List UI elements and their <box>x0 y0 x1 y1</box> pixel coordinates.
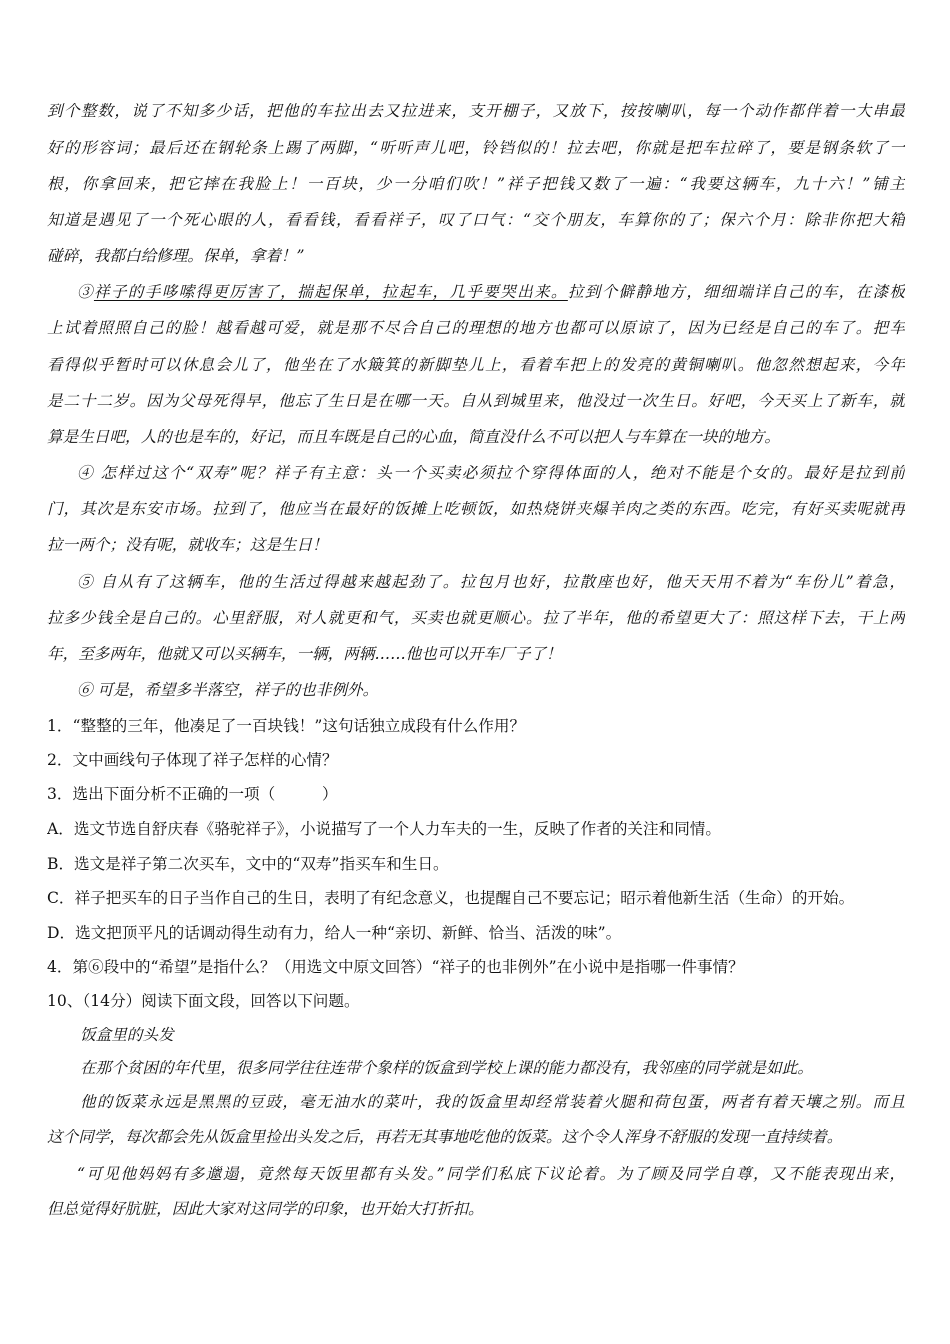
option-d: D．选文把顶平凡的话调动得生动有力，给人一种“亲切、新鲜、恰当、活泼的味”。 <box>47 924 622 942</box>
article-line: 他的饭菜永远是黑黑的豆豉，毫无油水的菜叶，我的饭盒里却经常装着火腿和荷包蛋，两者有着天壤之别。而且 <box>80 1093 905 1111</box>
passage-line: ④ 怎样过这个“双寿”呢？祥子有主意：头一个买卖必须拉个穿得体面的人，绝对不能是个女的。最好是拉到前 <box>77 464 905 482</box>
question-2: 2．文中画线句子体现了祥子怎样的心情？ <box>47 751 338 769</box>
passage-line: 拉多少钱全是自己的。心里舒服，对人就更和气，买卖也就更顺心。拉了半年，他的希望更大了：照这样下去，干上两 <box>47 609 905 627</box>
passage-line: 上试着照照自己的脸！越看越可爱，就是那不尽合自己的理想的地方也都可以原谅了，因为已经是自己的车了。把车 <box>47 319 905 337</box>
passage-line: 到个整数，说了不知多少话，把他的车拉出去又拉进来，支开棚子，又放下，按按喇叭，每一个动作都伴着一大串最 <box>47 102 905 120</box>
option-c: C．祥子把买车的日子当作自己的生日，表明了有纪念意义，也提醒自己不要忘记；昭示着他新生活（生命）的开始。 <box>47 889 855 907</box>
passage-line: 算是生日吧，人的也是车的，好记，而且车既是自己的心血，简直没什么不可以把人与车算在一块的地方。 <box>47 428 780 446</box>
passage-line: 门，其次是东安市场。拉到了，他应当在最好的饭摊上吃顿饭，如热烧饼夹爆羊肉之类的东西。吃完，有好买卖呢就再 <box>47 500 905 518</box>
paragraph-3-first-line <box>77 277 905 307</box>
option-b: B．选文是祥子第二次买车，文中的“双寿”指买车和生日。 <box>47 855 449 873</box>
underlined-sentence: 祥子的手哆嗦得更厉害了，揣起保单，拉起车，几乎要哭出来。 <box>93 283 568 301</box>
paragraph-number: ③ <box>77 283 94 301</box>
passage-line: 是二十二岁。因为父母死得早，他忘了生日是在哪一天。自从到城里来，他没过一次生日。好吧，今天买上了新车，就 <box>47 392 905 410</box>
question-3: 3．选出下面分析不正确的一项（ ） <box>47 785 338 803</box>
passage-line: 拉一两个；没有呢，就收车；这是生日！ <box>47 536 328 554</box>
passage-line: 看得似乎暂时可以休息会儿了，他坐在了水簸箕的新脚垫儿上，看着车把上的发亮的黄铜喇叭。他忽然想起来，今年 <box>47 356 905 374</box>
article-paragraph: 在那个贫困的年代里，很多同学往往连带个象样的饭盒到学校上课的能力都没有，我邻座的同学就是如此。 <box>80 1059 813 1077</box>
article-line: “可见他妈妈有多邋遢，竟然每天饭里都有头发。”同学们私底下议论着。为了顾及同学自尊，又不能表现出来， <box>77 1165 905 1183</box>
option-a: A．选文节选自舒庆春《骆驼祥子》，小说描写了一个人力车夫的一生，反映了作者的关注和同情。 <box>47 820 721 838</box>
article-line: 这个同学，每次都会先从饭盒里捡出头发之后，再若无其事地吃他的饭菜。这个令人浑身不舒服的发现一直持续着。 <box>47 1128 843 1146</box>
question-1: 1．“整整的三年，他凑足了一百块钱！”这句话独立成段有什么作用？ <box>47 717 526 735</box>
passage-line: 年，至多两年，他就又可以买辆车，一辆，两辆……他也可以开车厂子了！ <box>47 645 562 663</box>
article-title: 饭盒里的头发 <box>80 1026 174 1044</box>
passage-text: 拉到个僻静地方，细细端详自己的车，在漆板 <box>567 283 905 301</box>
article-line: 但总觉得好肮脏，因此大家对这同学的印象，也开始大打折扣。 <box>47 1200 484 1218</box>
passage-line: ⑥ 可是，希望多半落空，祥子的也非例外。 <box>77 681 379 699</box>
passage-line: 根，你拿回来，把它摔在我脸上！一百块，少一分咱们吹！”祥子把钱又数了一遍：“我要这辆车，九十六！”铺主 <box>47 175 905 193</box>
passage-line: 碰碎，我都白给修理。保单，拿着！” <box>47 247 305 265</box>
question-4: 4．第⑥段中的“希望”是指什么？（用选文中原文回答）“祥子的也非例外”在小说中是指哪一件事情？ <box>47 958 744 976</box>
section-10-header: 10、（14分）阅读下面文段，回答以下问题。 <box>47 992 360 1010</box>
passage-line: 知道是遇见了一个死心眼的人，看看钱，看看祥子，叹了口气：“交个朋友，车算你的了；保六个月：除非你把大箱 <box>47 211 905 229</box>
passage-line: 好的形容词；最后还在钢轮条上踢了两脚，“听听声儿吧，铃铛似的！拉去吧，你就是把车拉碎了，要是钢条软了一 <box>47 139 905 157</box>
passage-line: ⑤ 自从有了这辆车，他的生活过得越来越起劲了。拉包月也好，拉散座也好，他天天用不着为“车份儿”着急， <box>77 573 905 591</box>
